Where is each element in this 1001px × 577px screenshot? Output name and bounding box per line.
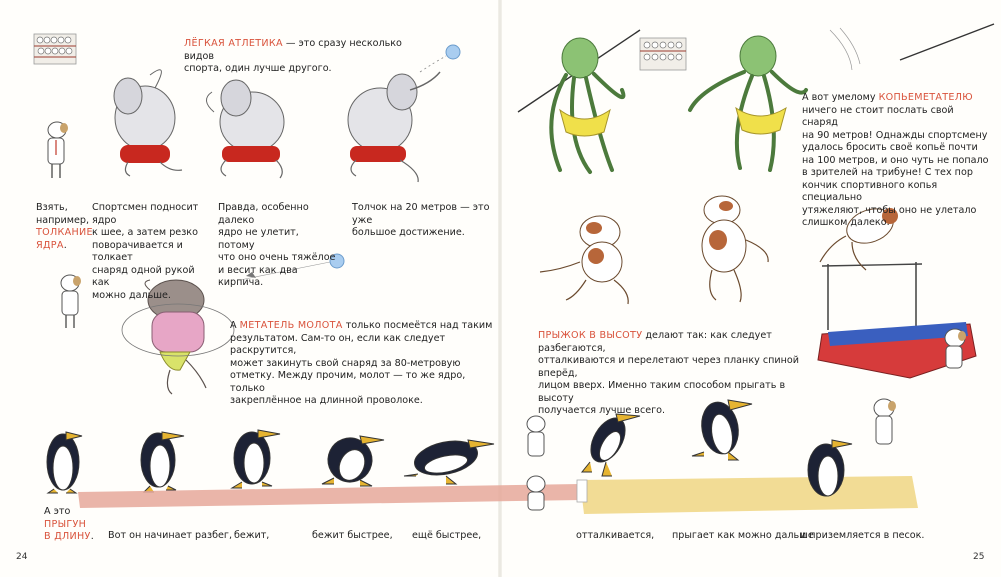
elephant-shot-put-1 [114,70,182,176]
hammer-prefix: А [230,320,240,331]
shot-step1-line: снаряд одной рукой как [92,264,195,288]
javelin-line: удалось бросить своё копьё почти [802,142,978,153]
shot-put-suffix: . [63,239,67,251]
javelin-flying [900,24,994,60]
javelin-line: в зрителей на трибуне! С тех пор [802,167,973,178]
hammer-line: отметку. Между прочим, молот — то же ядро, только [230,370,466,394]
caption-runs: бежит, [234,530,270,541]
long-jump-highlight-1: ПРЫГУН [44,518,87,530]
javelin-prefix: А вот умелому [802,92,879,103]
shot-put-ball [446,45,460,59]
shot-step1-line: к шее, а затем резко [92,227,198,238]
cow-high-jump-2 [702,196,768,302]
caption-even-faster: ещё быстрее, [412,530,482,541]
long-jump-highlight-2: В ДЛИНУ [44,531,91,542]
intro-paragraph [184,38,414,76]
long-jump-intro [44,506,104,544]
caption-lands-in-sand: и приземляется в песок. [800,530,925,541]
shot-put-lead-1: Взять, [36,202,68,213]
javelin-highlight: КОПЬЕМЕТАТЕЛЮ [878,92,973,103]
elephant-shot-put-3 [348,72,440,182]
caption-run-start: Вот он начинает разбег, [108,530,233,541]
javelin-paragraph [802,92,992,230]
intro-text: — это сразу несколько видов [184,38,402,62]
high-jump-line: отталкиваются и перелетают через планку спиной вперёд, [538,355,799,379]
shot-step2-line: кирпича. [218,277,264,288]
javelin-line: ничего не стоит послать свой снаряд [802,104,954,128]
long-jump-lead: А это [44,506,71,517]
javelin-line: на 90 метров! Однажды спортсмену [802,129,988,141]
shot-step1-line: можно дальше. [92,289,171,301]
caption-runs-faster: бежит быстрее, [312,530,393,541]
hammer-line: может закинуть свой снаряд за 80-метровую [230,357,461,369]
shot-put-highlight-2: ЯДРА [36,239,64,251]
shot-step1-line: Спортсмен подносит ядро [92,202,199,226]
caption-jumps-far: прыгает как можно дальше [672,530,814,541]
sand-pit [580,476,918,514]
shot-put-lead-2: например, [36,214,90,226]
takeoff-board [577,480,587,502]
hammer-highlight: МЕТАТЕЛЬ МОЛОТА [239,320,343,331]
running-track [78,484,582,508]
shot-step2-line: ядро не улетит, потому [218,227,299,251]
octopus-javelin-2 [690,36,806,170]
high-jump-highlight: ПРЫЖОК В ВЫСОТУ [538,330,643,341]
shot-put-intro [36,202,96,252]
penguin-long-jump-sequence [47,430,494,493]
hammer-line: результатом. Сам-то он, если как следует раскрутится, [230,332,446,356]
javelin-line: на 100 метров, и оно чуть не попало [802,154,989,166]
shot-step3-line: большое достижение. [352,227,465,238]
dog-referee-illustration [48,122,68,178]
shot-put-highlight-1: ТОЛКАНИЕ [36,227,93,238]
elephant-shot-put-2 [206,80,284,178]
javelin-line: кончик спортивного копья специально [802,179,938,203]
shot-put-step3 [352,202,492,240]
shot-step2-line: Правда, особенно далеко [218,202,309,226]
shot-put-step2 [218,202,338,290]
hammer-paragraph [230,320,500,408]
high-jump-line: лицом вверх. Именно таким способом прыгать в высоту [538,380,786,404]
crowd-stand-illustration [34,34,76,64]
page-number-left: 24 [16,552,28,562]
hammer-thrower-dog-illustration [61,275,81,328]
shot-step2-line: что оно очень тяжёлое [218,252,336,263]
hammer-line1: только посмеётся над таким [342,320,493,331]
hammer-line: закреплённое на длинной проволоке. [230,395,423,406]
shot-step3-line: Толчок на 20 метров — это уже [352,202,490,226]
intro-highlight: ЛЁГКАЯ АТЛЕТИКА [184,38,283,49]
octopus-javelin-1 [551,38,623,172]
javelin-line: утяжеляют, чтобы оно не улетало [802,204,977,216]
intro-text-line2: спорта, один лучше другого. [184,63,332,74]
cow-high-jump-1 [540,216,628,304]
shot-step1-line: поворачивается и толкает [92,239,183,263]
shot-step2-line: и весит как два [218,264,298,276]
javelin-line: слишком далеко. [802,217,890,228]
crowd-stand-illustration-right [640,38,686,70]
high-jump-line: получается лучше всего. [538,405,666,416]
high-jump-line1: делают так: как следует разбегаются, [538,330,772,354]
page-number-right: 25 [973,552,985,562]
shot-put-step1 [92,202,212,302]
caption-pushes-off: отталкивается, [576,530,655,541]
long-jump-suffix: . [90,531,94,542]
high-jump-paragraph [538,330,818,418]
